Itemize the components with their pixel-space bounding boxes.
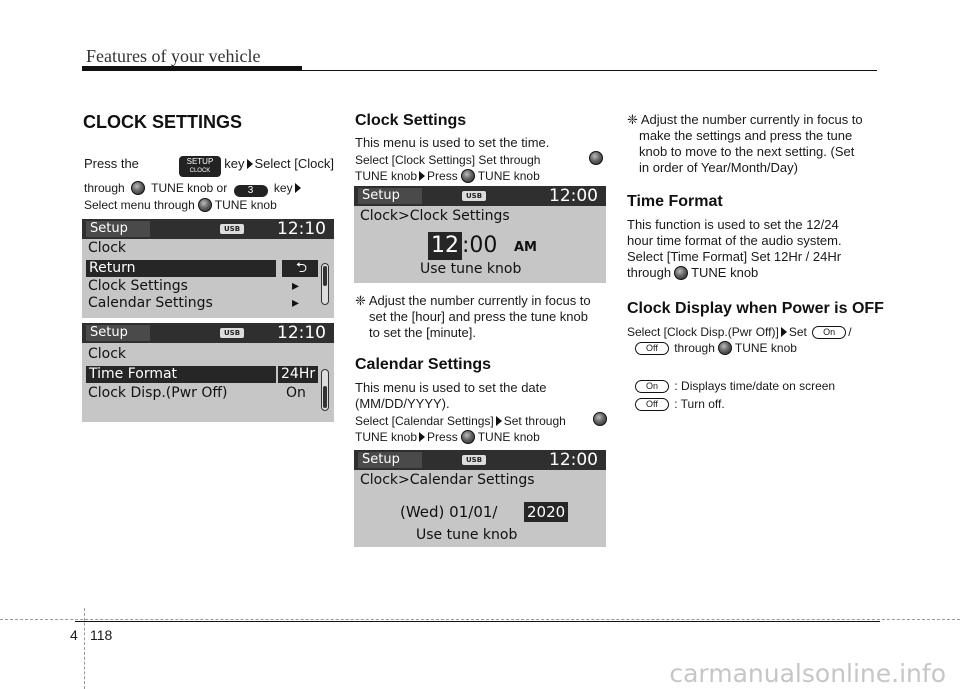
date-field: (Wed) 01/01/	[400, 503, 498, 521]
screen-setup-label: Setup	[358, 452, 422, 468]
tune-knob-icon	[198, 198, 212, 212]
note2-line2: make the settings and press the tune	[639, 128, 853, 143]
on-button-icon: On	[812, 326, 846, 339]
screen-time: 12:00	[549, 186, 598, 206]
col1-line2-b: TUNE knob or	[151, 181, 228, 195]
chevron-right-icon: ▸	[292, 295, 300, 311]
screen-scrollbar	[321, 263, 329, 305]
col2-p4-line1	[355, 413, 566, 429]
page-number: 118	[90, 627, 113, 643]
col2-p2-a: Select [Clock Settings] Set through	[355, 153, 541, 167]
screen-row-calendar-settings: Calendar Settings	[88, 295, 213, 311]
clock-settings-subheading: Clock Settings	[355, 112, 467, 129]
col3-p2-b: Set	[788, 325, 807, 339]
col1-line2	[84, 180, 303, 197]
col3-note2	[627, 112, 863, 176]
ampm-field: AM	[514, 240, 537, 255]
tune-knob-icon	[461, 430, 475, 444]
col1-line3-a: Select menu through	[84, 198, 195, 212]
tune-knob-icon	[593, 412, 607, 426]
col2-p1: This menu is used to set the time.	[355, 135, 550, 150]
screen-title: Clock>Clock Settings	[360, 208, 510, 224]
off-description-row	[633, 396, 725, 412]
tune-knob-icon	[131, 181, 145, 195]
note1-line1: Adjust the number currently in focus to	[368, 293, 591, 308]
usb-icon: USB	[220, 224, 244, 234]
col2-p3-line1	[355, 380, 605, 396]
arrow-icon	[496, 416, 502, 426]
return-icon: ⮌	[282, 260, 318, 277]
section-number: 4	[70, 627, 78, 643]
screen-row-clock: Clock	[88, 346, 127, 362]
col3-p2-tune: TUNE knob	[734, 341, 797, 355]
col3-p1-tune: TUNE knob	[691, 265, 759, 280]
col2-p2-c: Press	[427, 169, 458, 183]
screen-row-return: Return	[86, 260, 276, 277]
usb-icon: USB	[462, 455, 486, 465]
screen-time: 12:00	[549, 450, 598, 470]
screen-setup-label: Setup	[86, 221, 150, 237]
on-description: : Displays time/date on screen	[674, 379, 836, 393]
col1-line1-a: Press the	[84, 156, 139, 171]
col1-line1-b: key	[224, 156, 245, 171]
col2-p4-b: Set through	[503, 414, 566, 428]
col2-note1	[355, 293, 591, 341]
screen-hint: Use tune knob	[420, 261, 522, 277]
col2-p2-b: TUNE knob	[355, 169, 418, 183]
header-bar	[82, 66, 302, 71]
note1-line2: set the [hour] and press the tune knob	[369, 309, 588, 324]
tune-knob-icon	[461, 169, 475, 183]
tune-knob-icon	[589, 151, 603, 165]
arrow-icon	[247, 159, 253, 169]
note2-line3: knob to move to the next setting. (Set	[639, 144, 855, 159]
on-button-icon: On	[635, 380, 669, 393]
clock-settings-heading: CLOCK SETTINGS	[83, 112, 243, 132]
col2-p3-line2: (MM/DD/YYYY).	[355, 396, 450, 411]
clock-settings-screen	[354, 186, 606, 283]
col3-p1-through: through	[627, 265, 672, 280]
on-description-row	[633, 378, 835, 394]
col1-line2-c: key	[273, 181, 293, 195]
screen-title: Clock>Calendar Settings	[360, 472, 535, 488]
col3-p2-a: Select [Clock Disp.(Pwr Off)]	[627, 325, 779, 339]
col2-p3	[355, 380, 605, 412]
calendar-settings-screen	[354, 450, 606, 547]
screen-time: 12:10	[277, 323, 326, 343]
key-3-icon: 3	[234, 185, 268, 197]
arrow-icon	[419, 432, 425, 442]
note-mark: ❈	[355, 293, 366, 308]
usb-icon: USB	[462, 191, 486, 201]
arrow-icon	[419, 171, 425, 181]
screen-row-clock-disp: Clock Disp.(Pwr Off)	[88, 385, 228, 401]
screen-setup-label: Setup	[86, 325, 150, 341]
clock-key-label: CLOCK	[189, 168, 211, 174]
tune-knob-icon	[674, 266, 688, 280]
time-format-heading: Time Format	[627, 193, 723, 210]
col2-p4-d: Press	[427, 430, 458, 444]
slash: /	[848, 325, 852, 339]
col3-p1-line3: Select [Time Format] Set 12Hr / 24Hr	[627, 249, 842, 264]
screen-scrollbar	[321, 369, 329, 411]
screen-scroll-thumb	[323, 266, 327, 286]
footer-dashed-rule	[0, 619, 960, 620]
hour-field: 12	[428, 232, 462, 260]
col1-line2-a: through	[84, 181, 125, 195]
chevron-right-icon: ▸	[292, 278, 300, 294]
col3-p2-line1	[627, 324, 852, 340]
clock-disp-value: On	[286, 385, 306, 401]
col3-p2-line2	[633, 340, 797, 356]
col2-p4-line2	[355, 429, 540, 445]
screen-setup-label: Setup	[358, 188, 422, 204]
minute-field: :00	[462, 233, 498, 258]
screen-hint: Use tune knob	[416, 527, 518, 543]
screen-scroll-thumb	[323, 386, 327, 408]
footer-rule	[75, 621, 880, 622]
screen-row-time-format: Time Format	[86, 366, 276, 383]
setup-clock-key-icon	[179, 156, 222, 177]
header-rule	[302, 70, 877, 71]
col2-p4-c: TUNE knob	[355, 430, 418, 444]
col3-p1	[627, 217, 842, 281]
col2-p4-a: Select [Calendar Settings]	[355, 414, 494, 428]
col3-p2-through: through	[674, 341, 715, 355]
screen-time: 12:10	[277, 219, 326, 239]
setup-clock-screen	[82, 219, 334, 318]
calendar-settings-heading: Calendar Settings	[355, 356, 492, 373]
col1-line3	[84, 197, 277, 213]
clock-display-heading: Clock Display when Power is OFF	[627, 300, 884, 317]
note-mark: ❈	[627, 112, 638, 127]
arrow-icon	[781, 327, 787, 337]
col3-p1-line1: This function is used to set the 12/24	[627, 217, 839, 232]
off-description: : Turn off.	[674, 397, 725, 411]
tune-knob-icon	[718, 341, 732, 355]
screen-row-clock: Clock	[88, 240, 127, 256]
arrow-icon	[295, 183, 301, 193]
time-format-screen	[82, 323, 334, 422]
col1-line1	[84, 156, 334, 177]
note1-line3: to set the [minute].	[369, 325, 476, 340]
usb-icon: USB	[220, 328, 244, 338]
note2-line1: Adjust the number currently in focus to	[640, 112, 863, 127]
col3-p1-line4	[627, 265, 842, 281]
footer-vertical-dash	[84, 608, 85, 689]
note2-line4: in order of Year/Month/Day)	[639, 160, 798, 175]
year-field: 2020	[524, 502, 568, 522]
col2-p2-line1	[355, 152, 540, 168]
col1-line3-b: TUNE knob	[214, 198, 277, 212]
watermark: carmanualsonline.info	[669, 659, 946, 688]
off-button-icon: Off	[635, 398, 669, 411]
screen-row-clock-settings: Clock Settings	[88, 278, 188, 294]
time-format-value: 24Hr	[278, 366, 318, 383]
col2-p2-d: TUNE knob	[477, 169, 540, 183]
col2-p2-line2	[355, 168, 540, 184]
page-header-title: Features of your vehicle	[86, 46, 261, 66]
off-button-icon: Off	[635, 342, 669, 355]
col2-p3-text: This menu is used to set the date	[355, 380, 547, 395]
col1-line1-c: Select [Clock]	[254, 156, 334, 171]
setup-key-label: SETUP	[186, 157, 214, 166]
col2-p4-e: TUNE knob	[477, 430, 540, 444]
col3-p1-line2: hour time format of the audio system.	[627, 233, 842, 248]
